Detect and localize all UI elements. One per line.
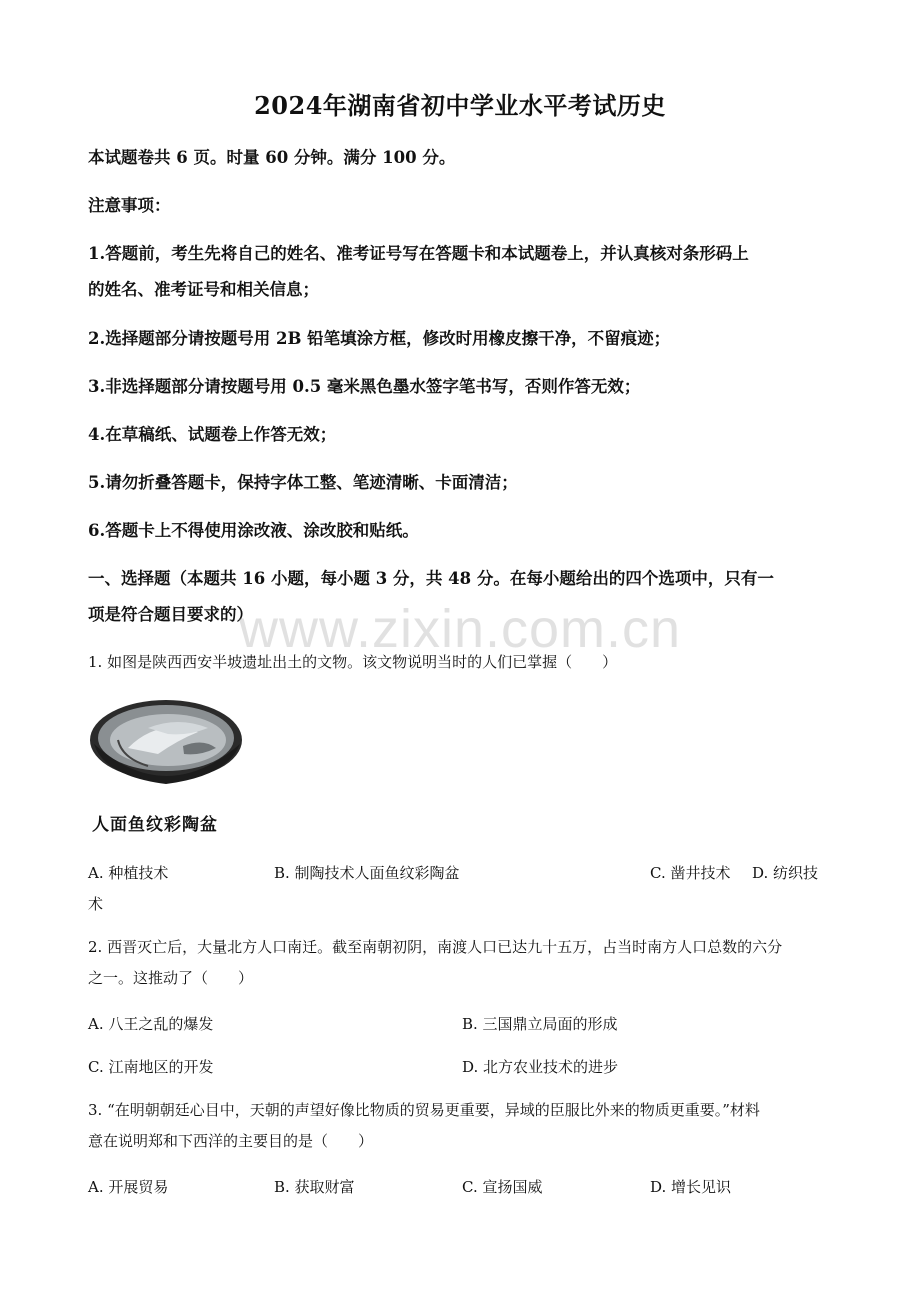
q1-option-d: D. 纺织技 [752, 864, 819, 882]
q2-option-a: A. 八王之乱的爆发 [88, 1015, 214, 1033]
notice-item-1-cont: 的姓名、准考证号和相关信息； [88, 280, 319, 299]
question-3-stem-cont: 意在说明郑和下西洋的主要目的是（ ） [88, 1132, 374, 1150]
section-heading-cont: 项是符合题目要求的） [88, 605, 253, 624]
figure-caption: 人面鱼纹彩陶盆 [92, 815, 218, 835]
notice-item-2: 2.选择题部分请按题号用 2B 铅笔填涂方框，修改时用橡皮擦干净，不留痕迹； [88, 329, 671, 348]
question-2-stem: 2. 西晋灭亡后，大量北方人口南迁。截至南朝初阴，南渡人口已达九十五万，占当时南方人口总数的六分 [88, 938, 783, 956]
q3-option-c: C. 宣扬国威 [462, 1178, 543, 1196]
section-heading: 一、选择题（本题共 16 小题，每小题 3 分，共 48 分。在每小题给出的四个选项中，只有一 [88, 569, 774, 588]
question-1-stem: 1. 如图是陕西西安半坡遗址出土的文物。该文物说明当时的人们已掌握（ ） [88, 653, 618, 671]
q2-option-c: C. 江南地区的开发 [88, 1058, 214, 1076]
notice-heading: 注意事项： [88, 196, 171, 215]
q1-option-d-wrap: 术 [88, 895, 104, 913]
q3-option-a: A. 开展贸易 [88, 1178, 169, 1196]
q2-option-d: D. 北方农业技术的进步 [462, 1058, 619, 1076]
question-2-stem-cont: 之一。这推动了（ ） [88, 969, 254, 987]
q1-option-c: C. 凿井技术 [650, 864, 731, 882]
notice-item-4: 4.在草稿纸、试题卷上作答无效； [88, 425, 337, 444]
notice-item-6: 6.答题卡上不得使用涂改液、涂改胶和贴纸。 [88, 521, 419, 540]
q3-option-d: D. 增长见识 [650, 1178, 732, 1196]
question-3-stem: 3. “在明朝朝廷心目中，天朝的声望好像比物质的贸易更重要，异域的臣服比外来的物质更重要。”材料 [88, 1101, 760, 1119]
exam-title: 2024年湖南省初中学业水平考试历史 [254, 91, 666, 120]
q1-option-a: A. 种植技术 [88, 864, 169, 882]
notice-item-3: 3.非选择题部分请按题号用 0.5 毫米黑色墨水签字笔书写，否则作答无效； [88, 377, 641, 396]
watermark: www.zixin.com.cn [238, 599, 682, 659]
q1-option-b: B. 制陶技术人面鱼纹彩陶盆 [274, 864, 460, 882]
q2-option-b: B. 三国鼎立局面的形成 [462, 1015, 618, 1033]
notice-item-5: 5.请勿折叠答题卡，保持字体工整、笔迹清晰、卡面清洁； [88, 473, 518, 492]
q3-option-b: B. 获取财富 [274, 1178, 355, 1196]
notice-item-1: 1.答题前，考生先将自己的姓名、准考证号写在答题卡和本试题卷上，并认真核对条形码上 [88, 244, 749, 263]
exam-intro: 本试题卷共 6 页。时量 60 分钟。满分 100 分。 [88, 148, 456, 167]
